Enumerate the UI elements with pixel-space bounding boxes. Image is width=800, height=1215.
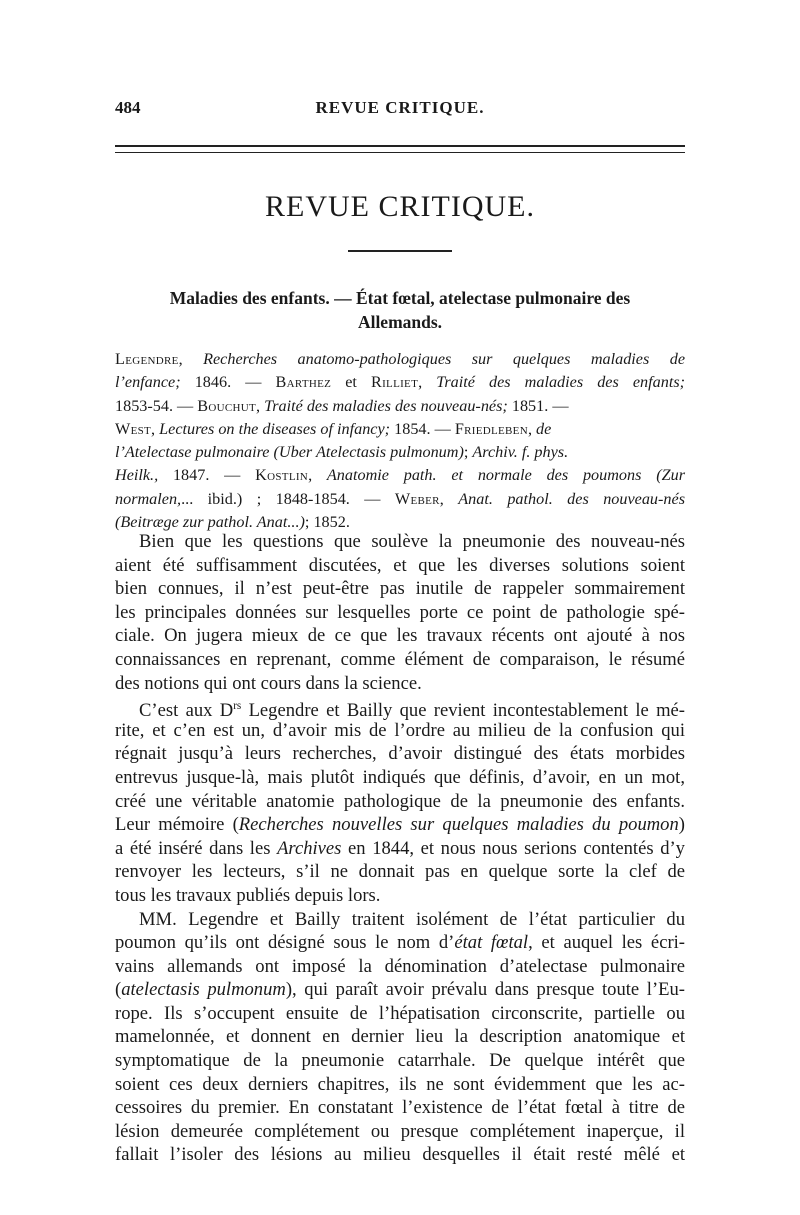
text-segment: Heilk., (115, 466, 159, 485)
body-line (115, 577, 687, 601)
text-segment: normalen, (115, 489, 182, 508)
text-segment: des notions qui ont cours dans la science. (115, 672, 422, 694)
text-segment: , (151, 419, 160, 438)
text-segment: aient été suffisamment discutées, et que les diverses solutions soient (115, 554, 685, 576)
reference-line (115, 418, 685, 441)
text-segment: Friedleben (454, 419, 528, 438)
section-heading-line: Allemands. (357, 312, 443, 332)
text-segment: régnait jusqu’à leurs recherches, d’avoir distingué des états morbides (115, 743, 685, 765)
text-segment: de (536, 419, 552, 438)
running-title: REVUE CRITIQUE. (315, 98, 485, 117)
text-segment: Bien que les questions que soulève la pneumonie des nouveau-nés (139, 531, 685, 552)
body-line (115, 719, 687, 743)
text-segment: Recherches anatomo-pathologiques sur quelques maladies de (203, 350, 686, 368)
text-segment: ciale. On jugera mieux de ce que les travaux récents ont ajouté à nos (115, 625, 685, 647)
text-segment: Traité des maladies des nouveau-nés; (264, 396, 508, 415)
reference-line (115, 371, 685, 394)
text-segment: Traité des maladies des enfants; (436, 373, 686, 392)
text-segment: 1851. — (507, 396, 569, 415)
text-segment: ), qui paraît avoir prévalu dans presque toute l’Eu- (285, 979, 685, 1001)
body-line (115, 813, 687, 837)
body-line (115, 672, 687, 696)
text-segment: rs (233, 700, 242, 713)
text-segment: symptomatique de la pneumonie catarrhale. De quelque intérêt que (115, 1050, 685, 1072)
text-segment: Lectures on the diseases of infancy; (159, 419, 391, 438)
text-segment: , (178, 350, 204, 368)
reference-line (115, 441, 685, 464)
text-segment: ) (678, 814, 685, 836)
text-segment: mamelonnée, et donnent en dernier lieu la description anatomique et (115, 1026, 685, 1048)
body-line (115, 790, 687, 814)
text-segment: Archiv. f. phys. (472, 443, 569, 462)
body-line (115, 1073, 687, 1097)
text-segment: les principales données sur lesquelles porte ce point de pathologie spé- (115, 601, 685, 623)
text-segment: , (439, 489, 459, 508)
reference-line (115, 488, 685, 511)
body-line (115, 931, 687, 955)
reference-line (115, 464, 685, 487)
text-segment: rite, et c’en est un, d’avoir mis de l’ordre au milieu de la confusion qui (115, 719, 685, 741)
text-segment: (Beitræge zur pathol. Anat...) (115, 513, 305, 532)
text-segment: , (308, 466, 327, 485)
text-segment: bien connues, il n’est peut-être pas inutile de rappeler sommairement (115, 578, 685, 600)
text-segment: 1853-54. — (115, 396, 198, 415)
text-segment: l’enfance; (115, 373, 181, 392)
text-segment: 1854. — (390, 419, 455, 438)
body-line (115, 860, 687, 884)
text-segment: soient ces deux derniers chapitres, ils ne sont évidemment que les ac- (115, 1073, 685, 1095)
body-line (115, 1025, 687, 1049)
text-segment: lésion demeurée complétement ou presque complétement inaperçue, il (115, 1120, 685, 1142)
text-segment: MM. Legendre et Bailly traitent isolément de l’état particulier du (139, 908, 685, 930)
body-line (115, 601, 687, 625)
text-segment: Legendre et Bailly que revient incontestablement le mé- (241, 700, 686, 722)
text-segment: renvoyer les lecteurs, s’il ne donnait pas en quelque sorte la clef de (115, 861, 685, 883)
text-segment: Barthez (275, 373, 332, 392)
body-line (115, 624, 687, 648)
body-line (115, 695, 687, 722)
header-double-rule (115, 145, 685, 153)
running-head (115, 98, 685, 122)
section-heading (115, 286, 685, 334)
text-segment: cessoires du premier. En constatant l’existence de l’état fœtal à titre de (115, 1097, 685, 1119)
text-segment: Anatomie path. et normale des poumons (Zur (326, 466, 686, 485)
text-segment: Rilliet (370, 373, 419, 392)
text-segment: Recherches nouvelles sur quelques maladies du poumon (238, 814, 679, 836)
title-rule (348, 250, 452, 252)
body-line (115, 1049, 687, 1073)
body-line (115, 955, 687, 979)
reference-line (115, 395, 685, 418)
body-line (115, 837, 687, 861)
text-segment: connaissances en reprenant, comme élément de comparaison, le résumé (115, 648, 685, 670)
text-segment: en 1844, et nous nous serions contentés d’y (341, 837, 685, 859)
text-segment: vains allemands ont imposé la dénomination d’atelectase pulmonaire (115, 955, 685, 977)
body-text (115, 530, 687, 1167)
body-line (115, 742, 687, 766)
text-segment: Anat. pathol. des nouveau-nés (458, 489, 685, 508)
text-segment: créé une véritable anatomie pathologique de la pneumonie des enfants. (115, 790, 685, 812)
body-line (115, 1096, 687, 1120)
text-segment: , (527, 419, 537, 438)
body-line (115, 1143, 687, 1167)
text-segment: fallait l’isoler des lésions au milieu desquelles il était resté mêlé et (115, 1144, 685, 1166)
text-segment: Weber (394, 489, 440, 508)
text-segment: tous les travaux publiés depuis lors. (115, 884, 381, 906)
text-segment: West (115, 419, 152, 438)
text-segment: Legendre (115, 350, 179, 368)
bibliographic-references (115, 348, 685, 534)
text-segment: poumon qu’ils ont désigné sous le nom d’ (115, 932, 455, 954)
text-segment: , (256, 396, 265, 415)
text-segment: l’Atelectase pulmonaire (Uber Atelectasis pulmonum) (115, 443, 464, 462)
page-number: 484 (115, 98, 141, 117)
body-line (115, 908, 687, 932)
text-segment: rope. Ils s’occupent ensuite de l’hépatisation circonscrite, partielle ou (115, 1002, 685, 1024)
body-line (115, 978, 687, 1002)
main-title: REVUE CRITIQUE. (265, 190, 535, 223)
body-line (115, 530, 687, 554)
text-segment: ; 1852. (304, 513, 350, 532)
text-segment: Kostlin (255, 466, 309, 485)
text-segment: 1847. — (158, 466, 256, 485)
text-segment: et (331, 373, 371, 392)
text-segment: entrevus jusque-là, mais plutôt indiqués que définis, d’avoir, en un mot, (115, 766, 685, 788)
text-segment: ; (463, 443, 473, 462)
text-segment: , (418, 373, 437, 392)
text-segment: état fœtal (454, 932, 529, 954)
reference-line (115, 348, 685, 371)
text-segment: Leur mémoire ( (115, 814, 239, 836)
text-segment: ... ibid.) ; 1848-1854. — (181, 489, 395, 508)
body-line (115, 766, 687, 790)
text-segment: 1846. — (180, 373, 276, 392)
text-segment: atelectasis pulmonum (121, 979, 286, 1001)
text-segment: , et auquel les écri- (528, 932, 685, 954)
body-line (115, 1002, 687, 1026)
body-line (115, 884, 687, 908)
text-segment: Archives (277, 837, 342, 859)
body-line (115, 554, 687, 578)
text-segment: ( (115, 979, 122, 1001)
body-line (115, 1120, 687, 1144)
text-segment: Bouchut (197, 396, 257, 415)
section-heading-line: Maladies des enfants. — État fœtal, atelectase pulmonaire des (169, 288, 631, 308)
body-line (115, 648, 687, 672)
text-segment: C’est aux D (139, 700, 234, 722)
text-segment: a été inséré dans les (115, 837, 278, 859)
